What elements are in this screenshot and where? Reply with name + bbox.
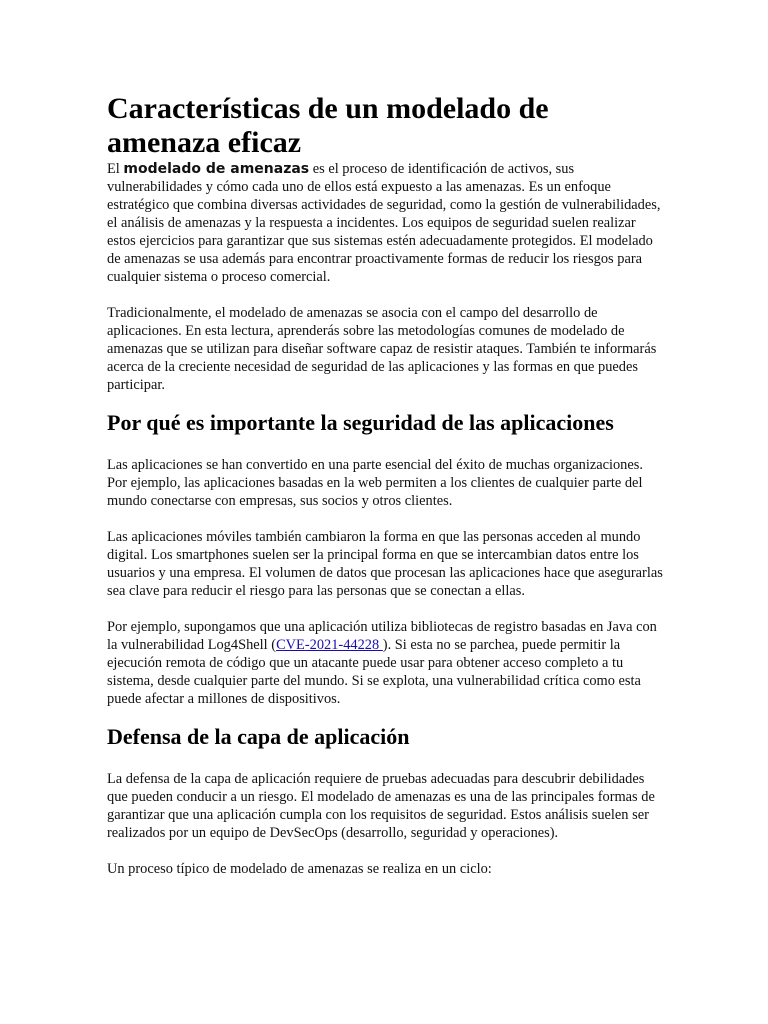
intro-prefix: El <box>107 161 124 177</box>
section-heading-app-security: Por qué es importante la seguridad de las aplicaciones <box>107 410 614 435</box>
section-heading-app-layer-defense: Defensa de la capa de aplicación <box>107 724 410 749</box>
document-page <box>107 92 663 878</box>
paragraph-traditional: Tradicionalmente, el modelado de amenazas se asocia con el campo del desarrollo de aplicaciones. En esta lectura, aprenderás sobre las metodologías comunes de modelado de amenazas que se utilizan para diseñar software capaz de resistir ataques. También te informarás acerca de la creciente necesidad de seguridad de las aplicaciones y las formas en que puedes participar. <box>107 305 657 393</box>
cve-link[interactable]: CVE-2021-44228 <box>276 637 383 653</box>
key-term: modelado de amenazas <box>123 161 310 177</box>
intro-rest: es el proceso de identificación de activos, sus vulnerabilidades y cómo cada uno de ellos está expuesto a las amenazas. Es un enfoque estratégico que combina diversas actividades de seguridad, como la gestión de vulnerabilidades, el análisis de amenazas y la respuesta a incidentes. Los equipos de seguridad suelen realizar estos ejercicios para garantizar que sus sistemas estén adecuadamente protegidos. El modelado de amenazas se usa además para encontrar proactivamente formas de reducir los riesgos para cualquier sistema o proceso comercial. <box>107 161 661 285</box>
log4shell-text-after: ). Si esta no se parchea, puede permitir la ejecución remota de código que un atacante puede usar para obtener acceso completo a tu sistema, desde cualquier parte del mundo. Si se explota, una vulnerabilidad crítica como esta puede afectar a millones de dispositivos. <box>107 637 641 707</box>
log4shell-text-before: Por ejemplo, supongamos que una aplicación utiliza bibliotecas de registro basadas en Java con la vulnerabilidad Log4Shell ( <box>107 619 657 653</box>
intro-paragraph <box>107 160 663 286</box>
paragraph-log4shell <box>107 618 663 708</box>
paragraph-applications: Las aplicaciones se han convertido en una parte esencial del éxito de muchas organizaciones. Por ejemplo, las aplicaciones basadas en la web permiten a los clientes de cualquier parte del mundo conectarse con empresas, sus socios y otros clientes. <box>107 457 643 509</box>
page-title: Características de un modelado de amenaza eficaz <box>107 92 549 159</box>
paragraph-defense: La defensa de la capa de aplicación requiere de pruebas adecuadas para descubrir debilidades que pueden conducir a un riesgo. El modelado de amenazas es una de las principales formas de garantizar que una aplicación cumpla con los requisitos de seguridad. Estos análisis suelen ser realizados por un equipo de DevSecOps (desarrollo, seguridad y operaciones). <box>107 771 655 841</box>
paragraph-mobile: Las aplicaciones móviles también cambiaron la forma en que las personas acceden al mundo digital. Los smartphones suelen ser la principal forma en que se intercambian datos entre los usuarios y una empresa. El volumen de datos que procesan las aplicaciones hace que asegurarlas sea clave para reducir el riesgo para las personas que se conectan a ellas. <box>107 529 663 599</box>
paragraph-cycle: Un proceso típico de modelado de amenazas se realiza en un ciclo: <box>107 861 492 877</box>
